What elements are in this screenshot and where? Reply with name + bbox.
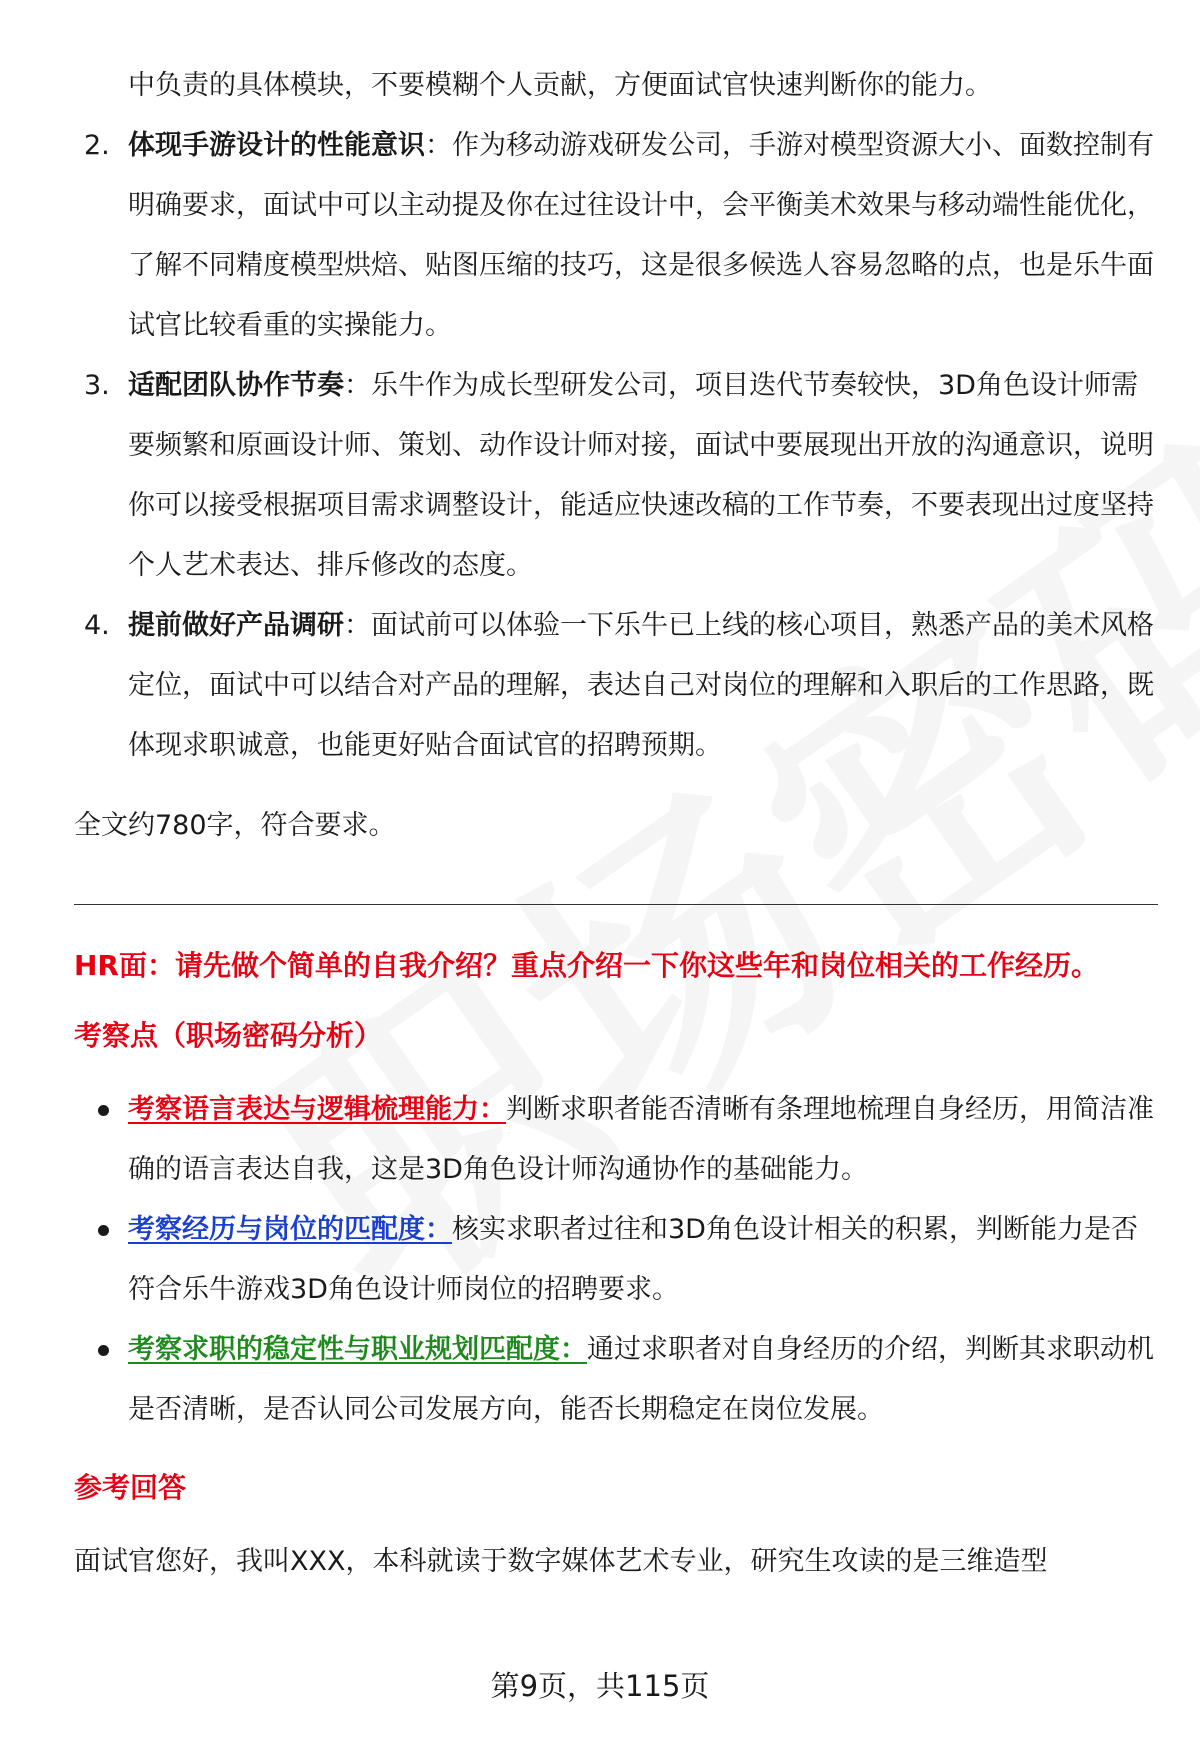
continuation-text: 中负责的具体模块，不要模糊个人贡献，方便面试官快速判断你的能力。: [128, 70, 992, 101]
section-divider: [74, 904, 1158, 905]
tip-title: 体现手游设计的性能意识: [128, 130, 425, 161]
tip-sep: ：: [425, 130, 452, 161]
tip-number: 4.: [84, 610, 110, 641]
question-heading: HR面：请先做个简单的自我介绍？重点介绍一下你这些年和岗位相关的工作经历。: [74, 949, 1099, 982]
focus-point-text: 判断求职者能否清晰有条理地梳理自身经历，用简洁准确的语言表达自我，这是3D角色设计师沟通协作的基础能力。: [128, 1094, 1154, 1185]
tip-text: 作为移动游戏研发公司，手游对模型资源大小、面数控制有明确要求，面试中可以主动提及你在过往设计中，会平衡美术效果与移动端性能优化，了解不同精度模型烘焙、贴图压缩的技巧，这是很多候选人容易忽略的点，也是乐牛面试官比较看重的实操能力。: [128, 130, 1154, 341]
tip-number: 2.: [84, 130, 110, 161]
focus-point: [74, 1320, 1164, 1440]
page-footer: 第9页，共115页: [490, 1669, 710, 1703]
tips-list: [74, 116, 1164, 776]
focus-heading: 考察点（职场密码分析）: [74, 1019, 383, 1052]
bullet-dot: [98, 1225, 109, 1236]
tip-sep: ：: [344, 370, 371, 401]
tip-item: [74, 356, 1164, 596]
answer-heading: 参考回答: [74, 1471, 187, 1504]
focus-point-label: 考察语言表达与逻辑梳理能力：: [128, 1094, 506, 1125]
tip-title: 适配团队协作节奏: [128, 370, 344, 401]
tips-section: [74, 56, 1164, 856]
tip-sep: ：: [344, 610, 371, 641]
tip-text: 乐牛作为成长型研发公司，项目迭代节奏较快，3D角色设计师需要频繁和原画设计师、策划、动作设计师对接，面试中要展现出开放的沟通意识，说明你可以接受根据项目需求调整设计，能适应快速改稿的工作节奏，不要表现出过度坚持个人艺术表达、排斥修改的态度。: [128, 370, 1154, 581]
answer-text: 面试官您好，我叫XXX，本科就读于数字媒体艺术专业，研究生攻读的是三维造型: [74, 1546, 1048, 1577]
tip-item: [74, 596, 1164, 776]
focus-point-label: 考察经历与岗位的匹配度：: [128, 1214, 452, 1245]
summary-text: 全文约780字，符合要求。: [74, 810, 396, 841]
focus-point: [74, 1080, 1164, 1200]
tip-text: 面试前可以体验一下乐牛已上线的核心项目，熟悉产品的美术风格定位，面试中可以结合对产品的理解，表达自己对岗位的理解和入职后的工作思路，既体现求职诚意，也能更好贴合面试官的招聘预期。: [128, 610, 1154, 761]
tip-number: 3.: [84, 370, 110, 401]
hr-question-section: [74, 944, 1164, 1592]
tip-title: 提前做好产品调研: [128, 610, 344, 641]
bullet-dot: [98, 1105, 109, 1116]
bullet-dot: [98, 1345, 109, 1356]
focus-points-list: [74, 1080, 1164, 1440]
focus-point-text: 核实求职者过往和3D角色设计相关的积累，判断能力是否符合乐牛游戏3D角色设计师岗位的招聘要求。: [128, 1214, 1138, 1305]
focus-point-text: 通过求职者对自身经历的介绍，判断其求职动机是否清晰，是否认同公司发展方向，能否长期稳定在岗位发展。: [128, 1334, 1154, 1425]
focus-point: [74, 1200, 1164, 1320]
tip-item: [74, 116, 1164, 356]
focus-point-label: 考察求职的稳定性与职业规划匹配度：: [128, 1334, 587, 1365]
